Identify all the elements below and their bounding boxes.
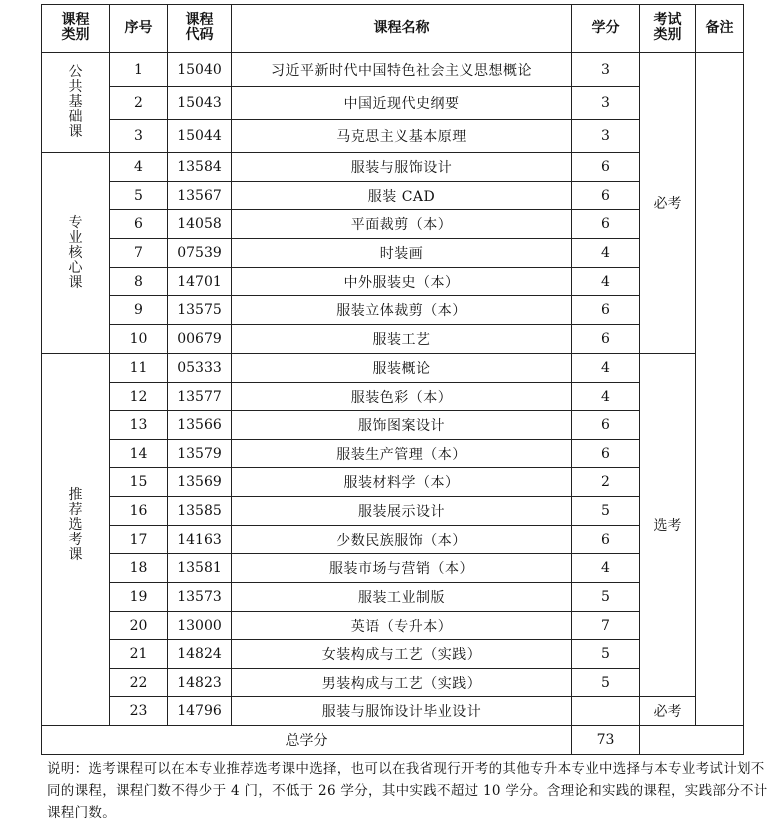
cell-code: 15040 [168, 53, 232, 87]
cell-credit: 5 [572, 583, 640, 612]
cell-code: 13566 [168, 411, 232, 440]
table-row [42, 239, 744, 268]
cell-seq: 11 [110, 354, 168, 383]
cell-credit: 6 [572, 325, 640, 354]
cell-name: 马克思主义基本原理 [232, 120, 572, 153]
cell-credit: 4 [572, 354, 640, 383]
cell-credit: 6 [572, 210, 640, 239]
table-row [42, 497, 744, 526]
cell-credit: 5 [572, 669, 640, 697]
cell-seq: 18 [110, 554, 168, 583]
cell-name: 中国近现代史纲要 [232, 87, 572, 120]
table-row [42, 383, 744, 411]
table-row [42, 354, 744, 383]
total-label: 总学分 [42, 726, 572, 755]
cell-name: 服饰图案设计 [232, 411, 572, 440]
cell-name: 服装展示设计 [232, 497, 572, 526]
remark-cell [696, 53, 744, 726]
cell-seq: 22 [110, 669, 168, 697]
table-row [42, 697, 744, 726]
cell-code: 14796 [168, 697, 232, 726]
table-row [42, 53, 744, 87]
cell-code: 00679 [168, 325, 232, 354]
cell-code: 13569 [168, 468, 232, 497]
cell-seq: 19 [110, 583, 168, 612]
cell-code: 07539 [168, 239, 232, 268]
cell-name: 服装 CAD [232, 182, 572, 210]
table-row [42, 210, 744, 239]
cell-credit: 4 [572, 554, 640, 583]
table-row [42, 87, 744, 120]
cell-credit: 3 [572, 87, 640, 120]
cell-code: 13575 [168, 296, 232, 325]
cell-credit: 6 [572, 526, 640, 554]
cell-seq: 2 [110, 87, 168, 120]
table-row [42, 583, 744, 612]
table-row [42, 182, 744, 210]
course-table [41, 4, 744, 755]
header-credit: 学分 [572, 5, 640, 53]
cell-seq: 5 [110, 182, 168, 210]
cell-seq: 6 [110, 210, 168, 239]
cell-name: 习近平新时代中国特色社会主义思想概论 [232, 53, 572, 87]
cell-code: 14824 [168, 640, 232, 669]
cell-code: 13577 [168, 383, 232, 411]
category-elective: 推荐选考课 [42, 354, 110, 697]
cell-name: 服装工艺 [232, 325, 572, 354]
cell-credit: 6 [572, 153, 640, 182]
cell-code: 13585 [168, 497, 232, 526]
cell-credit: 7 [572, 612, 640, 640]
cell-seq: 14 [110, 440, 168, 468]
cell-seq: 13 [110, 411, 168, 440]
cell-code: 13579 [168, 440, 232, 468]
cell-credit: 4 [572, 383, 640, 411]
note-text: 说明：选考课程可以在本专业推荐选考课中选择，也可以在我省现行开考的其他专升本专业中选择与本专业考试计划不同的课程，课程门数不得少于 4 门，不低于 26 学分，其中实践不超过 10 学分。含理论和实践的课程，实践部分不计课程门数。 [47, 761, 768, 821]
table-row [42, 669, 744, 697]
cell-seq: 12 [110, 383, 168, 411]
table-row [42, 554, 744, 583]
category-public: 公共基础课 [42, 53, 110, 153]
cell-credit: 5 [572, 640, 640, 669]
category-core: 专业核心课 [42, 153, 110, 354]
cell-name: 服装与服饰设计 [232, 153, 572, 182]
header-name: 课程名称 [232, 5, 572, 53]
cell-credit: 3 [572, 120, 640, 153]
cell-credit: 6 [572, 440, 640, 468]
cell-name: 中外服装史（本） [232, 268, 572, 296]
table-row [42, 411, 744, 440]
table-row [42, 526, 744, 554]
header-remark: 备注 [696, 5, 744, 53]
cell-credit: 4 [572, 239, 640, 268]
cell-seq: 4 [110, 153, 168, 182]
cell-credit [572, 697, 640, 726]
cell-credit: 6 [572, 182, 640, 210]
total-empty [640, 726, 744, 755]
header-exam-type: 考试类别 [640, 5, 696, 53]
cell-seq: 21 [110, 640, 168, 669]
cell-credit: 5 [572, 497, 640, 526]
header-category: 课程类别 [42, 5, 110, 53]
cell-code: 13584 [168, 153, 232, 182]
exam-type-required: 必考 [640, 53, 696, 354]
cell-name: 服装生产管理（本） [232, 440, 572, 468]
header-row [42, 5, 744, 53]
cell-name: 时装画 [232, 239, 572, 268]
table-row [42, 325, 744, 354]
cell-name: 服装材料学（本） [232, 468, 572, 497]
table-row [42, 612, 744, 640]
table-row [42, 468, 744, 497]
cell-credit: 3 [572, 53, 640, 87]
cell-code: 13567 [168, 182, 232, 210]
cell-name: 少数民族服饰（本） [232, 526, 572, 554]
cell-credit: 6 [572, 296, 640, 325]
cell-seq: 1 [110, 53, 168, 87]
header-seq: 序号 [110, 5, 168, 53]
table-row [42, 640, 744, 669]
cell-code: 14823 [168, 669, 232, 697]
header-code: 课程代码 [168, 5, 232, 53]
cell-seq: 8 [110, 268, 168, 296]
cell-code: 14058 [168, 210, 232, 239]
cell-name: 女装构成与工艺（实践） [232, 640, 572, 669]
cell-name: 英语（专升本） [232, 612, 572, 640]
cell-seq: 10 [110, 325, 168, 354]
cell-code: 15044 [168, 120, 232, 153]
cell-seq: 15 [110, 468, 168, 497]
cell-code: 13000 [168, 612, 232, 640]
table-row [42, 120, 744, 153]
cell-credit: 4 [572, 268, 640, 296]
cell-seq: 7 [110, 239, 168, 268]
table-row [42, 153, 744, 182]
category-empty [42, 697, 110, 726]
cell-seq: 23 [110, 697, 168, 726]
cell-name: 服装市场与营销（本） [232, 554, 572, 583]
cell-seq: 17 [110, 526, 168, 554]
cell-code: 15043 [168, 87, 232, 120]
cell-code: 13581 [168, 554, 232, 583]
table-row [42, 296, 744, 325]
cell-credit: 2 [572, 468, 640, 497]
cell-code: 14701 [168, 268, 232, 296]
cell-seq: 3 [110, 120, 168, 153]
cell-name: 服装与服饰设计毕业设计 [232, 697, 572, 726]
cell-name: 服装立体裁剪（本） [232, 296, 572, 325]
cell-seq: 9 [110, 296, 168, 325]
exam-type-required-2: 必考 [640, 697, 696, 726]
exam-type-elective: 选考 [640, 354, 696, 697]
cell-code: 05333 [168, 354, 232, 383]
cell-seq: 16 [110, 497, 168, 526]
cell-code: 14163 [168, 526, 232, 554]
cell-code: 13573 [168, 583, 232, 612]
cell-name: 服装色彩（本） [232, 383, 572, 411]
cell-name: 平面裁剪（本） [232, 210, 572, 239]
table-row [42, 440, 744, 468]
total-value: 73 [572, 726, 640, 755]
total-row [42, 726, 744, 755]
cell-name: 男装构成与工艺（实践） [232, 669, 572, 697]
cell-name: 服装概论 [232, 354, 572, 383]
cell-seq: 20 [110, 612, 168, 640]
table-row [42, 268, 744, 296]
cell-name: 服装工业制版 [232, 583, 572, 612]
cell-credit: 6 [572, 411, 640, 440]
